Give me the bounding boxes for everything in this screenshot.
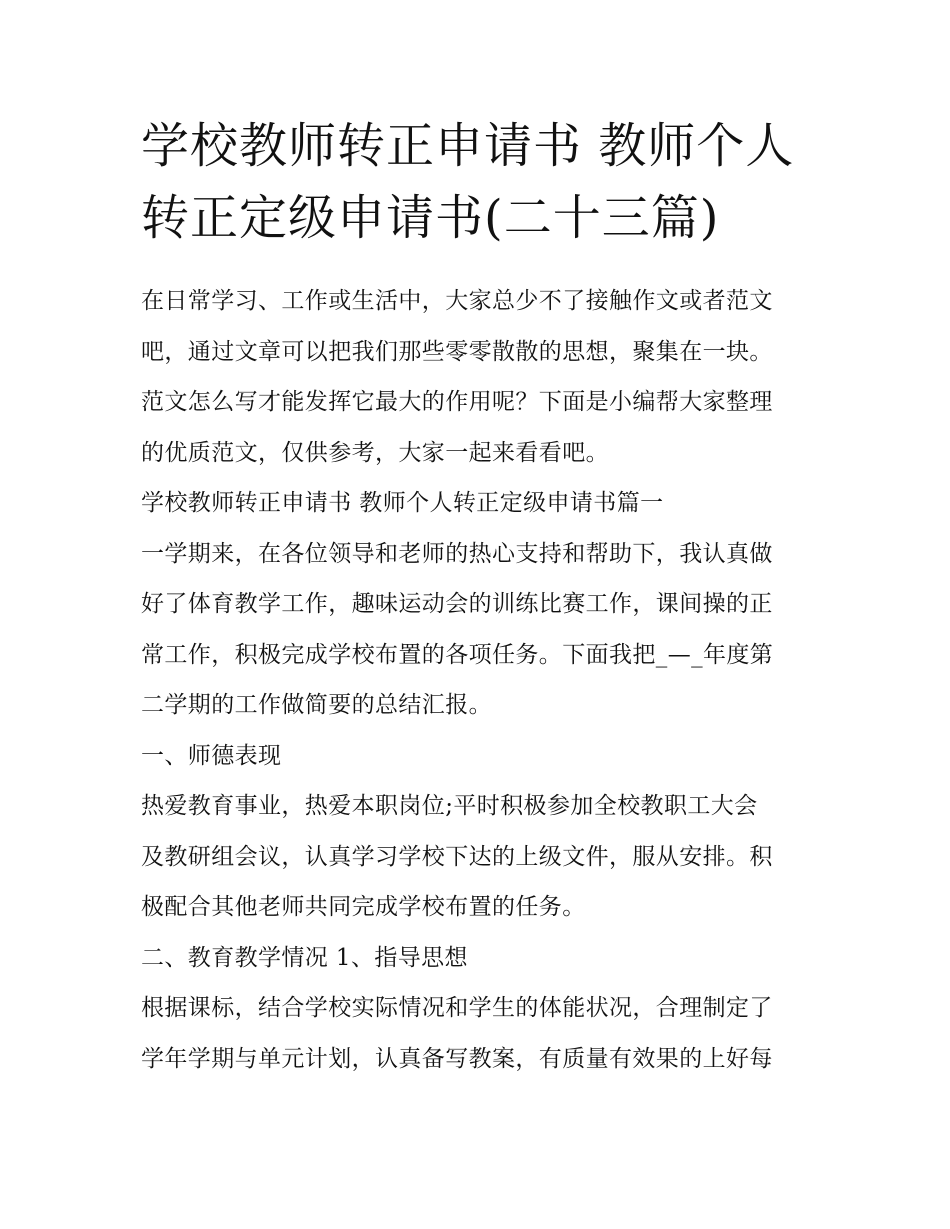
paragraph-line: 在日常学习、工作或生活中，大家总少不了接触作文或者范文 bbox=[141, 288, 773, 314]
section-heading: 一、师德表现 bbox=[141, 742, 282, 769]
section-heading: 学校教师转正申请书 教师个人转正定级申请书篇一 bbox=[141, 490, 664, 516]
paragraph-line: 及教研组会议，认真学习学校下达的上级文件，服从安排。积 bbox=[141, 843, 773, 870]
paragraph-line: 常工作，积极完成学校布置的各项任务。下面我把_—_年度第 bbox=[141, 641, 774, 668]
paragraph-line: 极配合其他老师共同完成学校布置的任务。 bbox=[141, 894, 586, 920]
paragraph-line: 一学期来，在各位领导和老师的热心支持和帮助下，我认真做 bbox=[141, 540, 773, 567]
title-line: 转正定级申请书(二十三篇) bbox=[141, 190, 720, 246]
document-body bbox=[141, 276, 821, 1084]
paragraph-line: 吧，通过文章可以把我们那些零零散散的思想，聚集在一块。 bbox=[141, 338, 773, 365]
paragraph-line: 学年学期与单元计划，认真备写教案，有质量有效果的上好每 bbox=[141, 1045, 773, 1072]
paragraph-line: 根据课标，结合学校实际情况和学生的体能状况，合理制定了 bbox=[141, 995, 773, 1021]
paragraph-line: 二学期的工作做简要的总结汇报。 bbox=[141, 692, 492, 718]
paragraph-line: 的优质范文，仅供参考，大家一起来看看吧。 bbox=[141, 439, 609, 466]
paragraph-line: 热爱教育事业，热爱本职岗位;平时积极参加全校教职工大会 bbox=[141, 793, 758, 819]
paragraph-line: 好了体育教学工作，趣味运动会的训练比赛工作，课间操的正 bbox=[141, 591, 773, 617]
section-heading: 二、教育教学情况 1、指导思想 bbox=[141, 944, 468, 971]
document-title bbox=[141, 110, 821, 254]
paragraph-line: 范文怎么写才能发挥它最大的作用呢？下面是小编帮大家整理 bbox=[141, 389, 773, 415]
title-line: 学校教师转正申请书 教师个人 bbox=[141, 118, 795, 174]
